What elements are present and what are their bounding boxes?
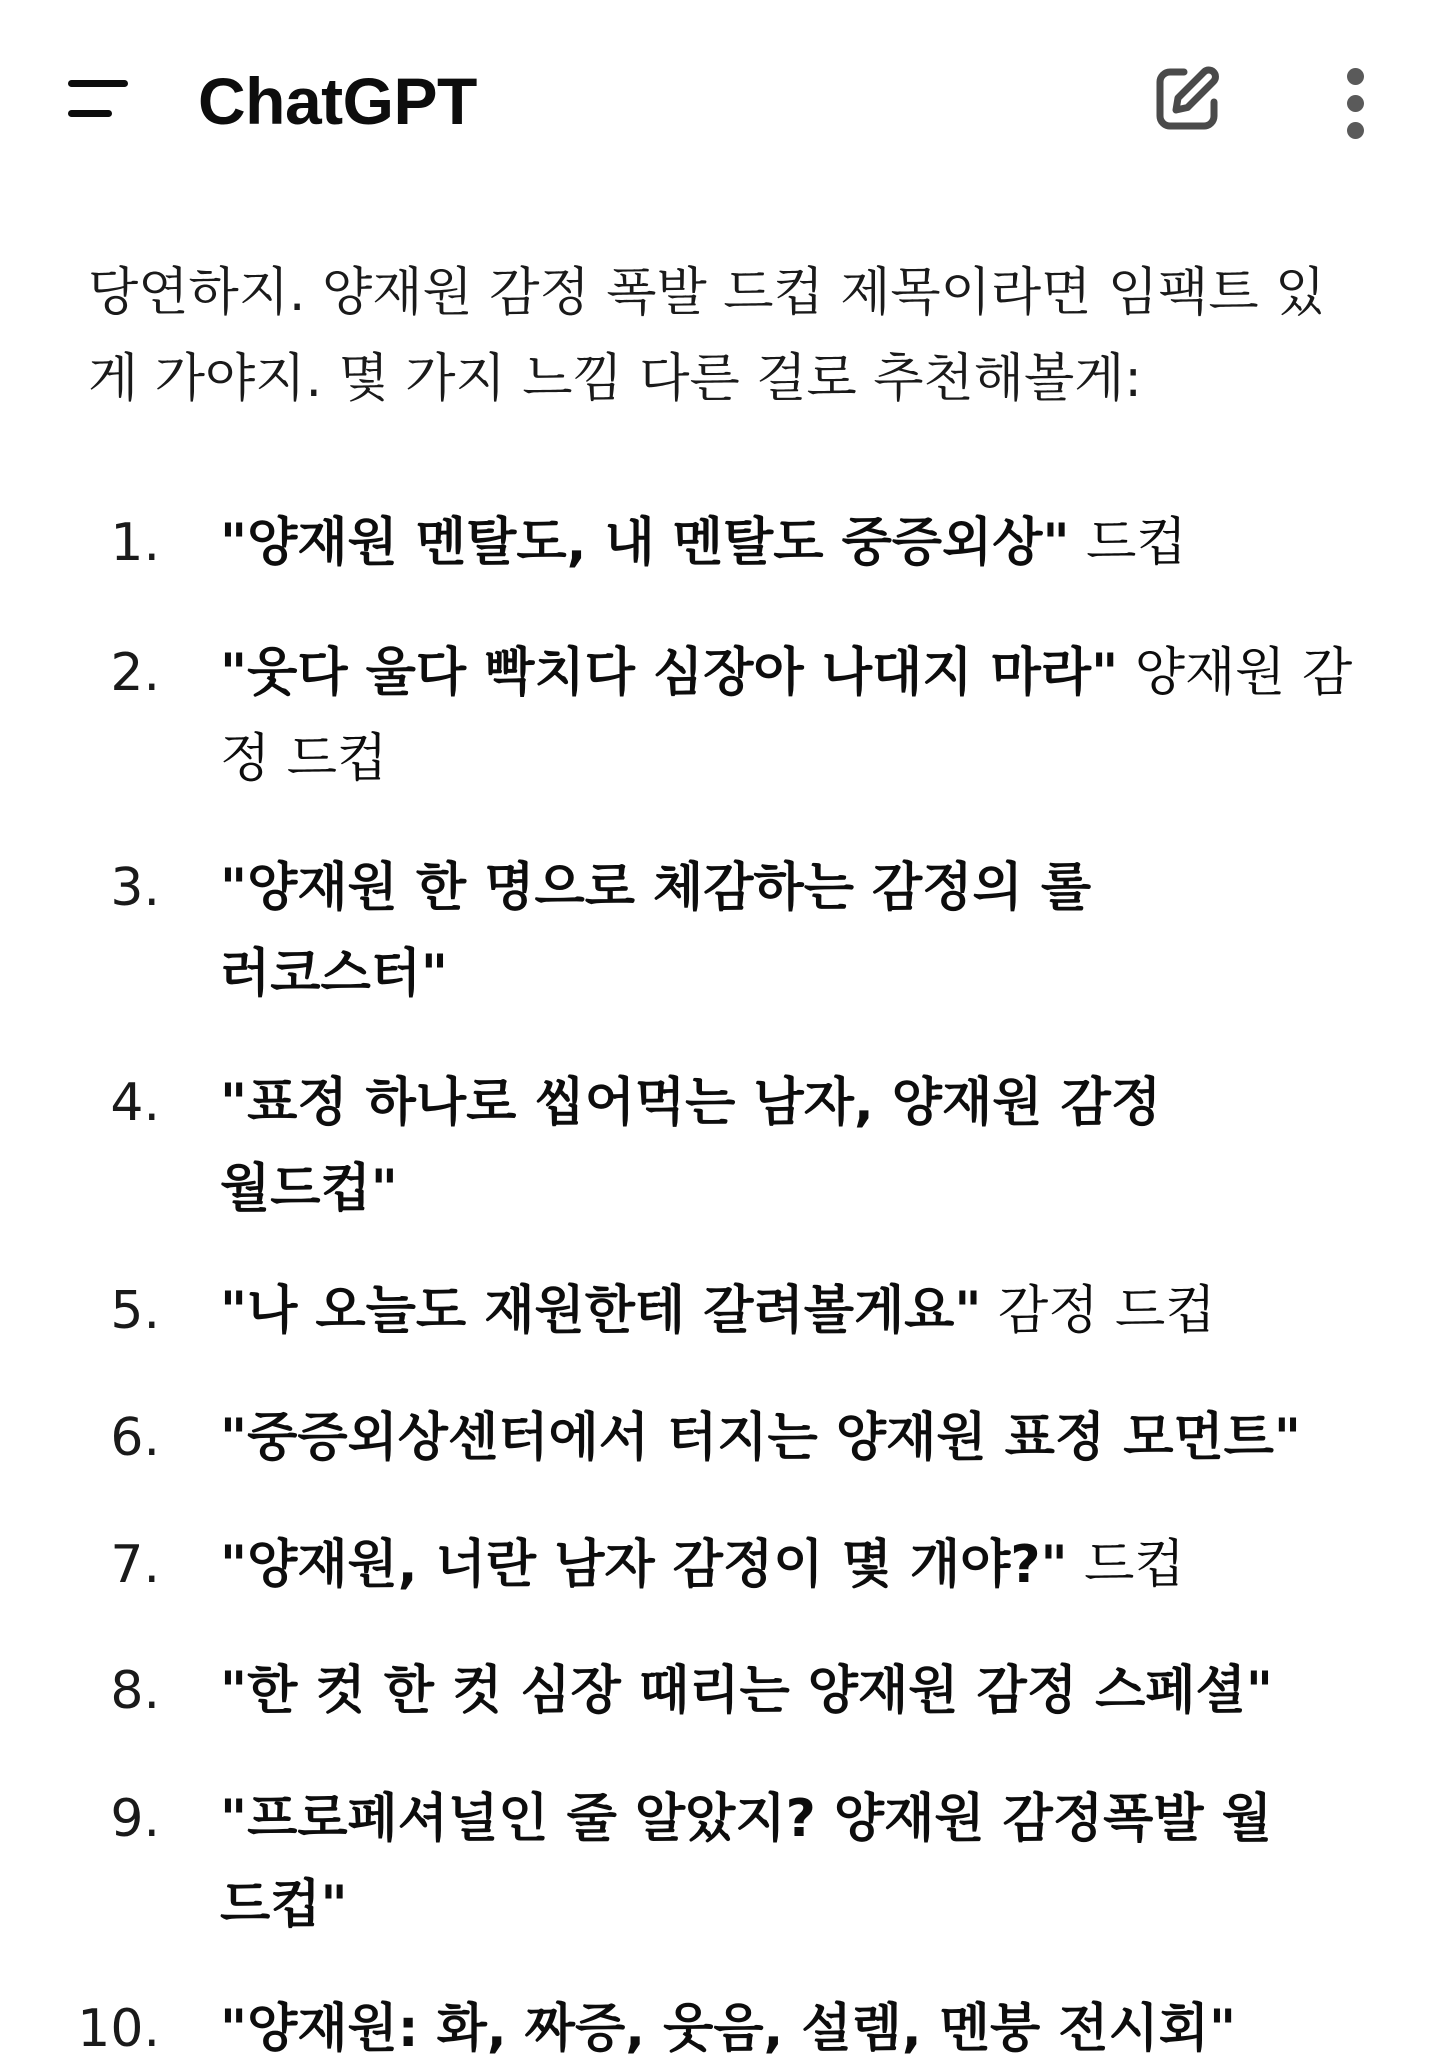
- list-number: 1.: [110, 513, 160, 573]
- edit-icon[interactable]: [1146, 58, 1228, 140]
- list-suffix: 감정 드컵: [981, 1281, 1216, 1341]
- list-title: "웃다 울다 빡치다 심장아 나대지 마라": [220, 643, 1119, 703]
- list-title: "나 오늘도 재원한테 갈려볼게요": [220, 1281, 982, 1341]
- list-text: [220, 500, 1370, 586]
- menu-icon[interactable]: [60, 68, 138, 128]
- list-number: 2.: [110, 643, 160, 703]
- assistant-message-intro: 당연하지. 양재원 감정 폭발 드컵 제목이라면 임팩트 있게 가야지. 몇 가지 느낌 다른 걸로 추천해볼게:: [88, 263, 1326, 409]
- list-text: [220, 845, 1120, 1017]
- list-suffix: 양재원 감정 드컵: [220, 643, 1353, 789]
- list-text: [220, 1060, 1220, 1232]
- list-text: [220, 1268, 1370, 1354]
- list-text: [220, 1776, 1280, 1948]
- app-title: ChatGPT: [198, 64, 477, 138]
- list-title: "표정 하나로 씹어먹는 남자, 양재원 감정 월드컵": [220, 1073, 1162, 1219]
- list-title: "중증외상센터에서 터지는 양재원 표정 모먼트": [220, 1408, 1302, 1468]
- list-title: "양재원, 너란 남자 감정이 몇 개야?": [220, 1535, 1068, 1595]
- list-title: "양재원 멘탈도, 내 멘탈도 중증외상": [220, 513, 1070, 573]
- list-text: [220, 1395, 1430, 1481]
- list-number: 3.: [110, 858, 160, 918]
- list-number: 10.: [77, 1999, 160, 2059]
- list-number: 9.: [110, 1789, 160, 1849]
- list-number: 5.: [110, 1281, 160, 1341]
- list-title: "한 컷 한 컷 심장 때리는 양재원 감정 스페셜": [220, 1661, 1273, 1721]
- list-text: [220, 630, 1370, 802]
- list-number: 4.: [110, 1073, 160, 1133]
- more-vertical-icon[interactable]: [1330, 62, 1382, 144]
- list-text: [220, 1986, 1370, 2069]
- top-bar: [0, 0, 1440, 200]
- list-number: 6.: [110, 1408, 160, 1468]
- list-number: 7.: [110, 1535, 160, 1595]
- list-number: 8.: [110, 1661, 160, 1721]
- list-text: [220, 1522, 1370, 1608]
- list-title: "양재원: 화, 짜증, 웃음, 설렘, 멘붕 전시회": [220, 1999, 1237, 2059]
- list-title: "프로페셔널인 줄 알았지? 양재원 감정폭발 월드컵": [220, 1789, 1272, 1935]
- list-text: [220, 1648, 1370, 1734]
- list-title: "양재원 한 명으로 체감하는 감정의 롤러코스터": [220, 858, 1092, 1004]
- list-suffix: 드컵: [1067, 1535, 1185, 1595]
- list-suffix: 드컵: [1069, 513, 1187, 573]
